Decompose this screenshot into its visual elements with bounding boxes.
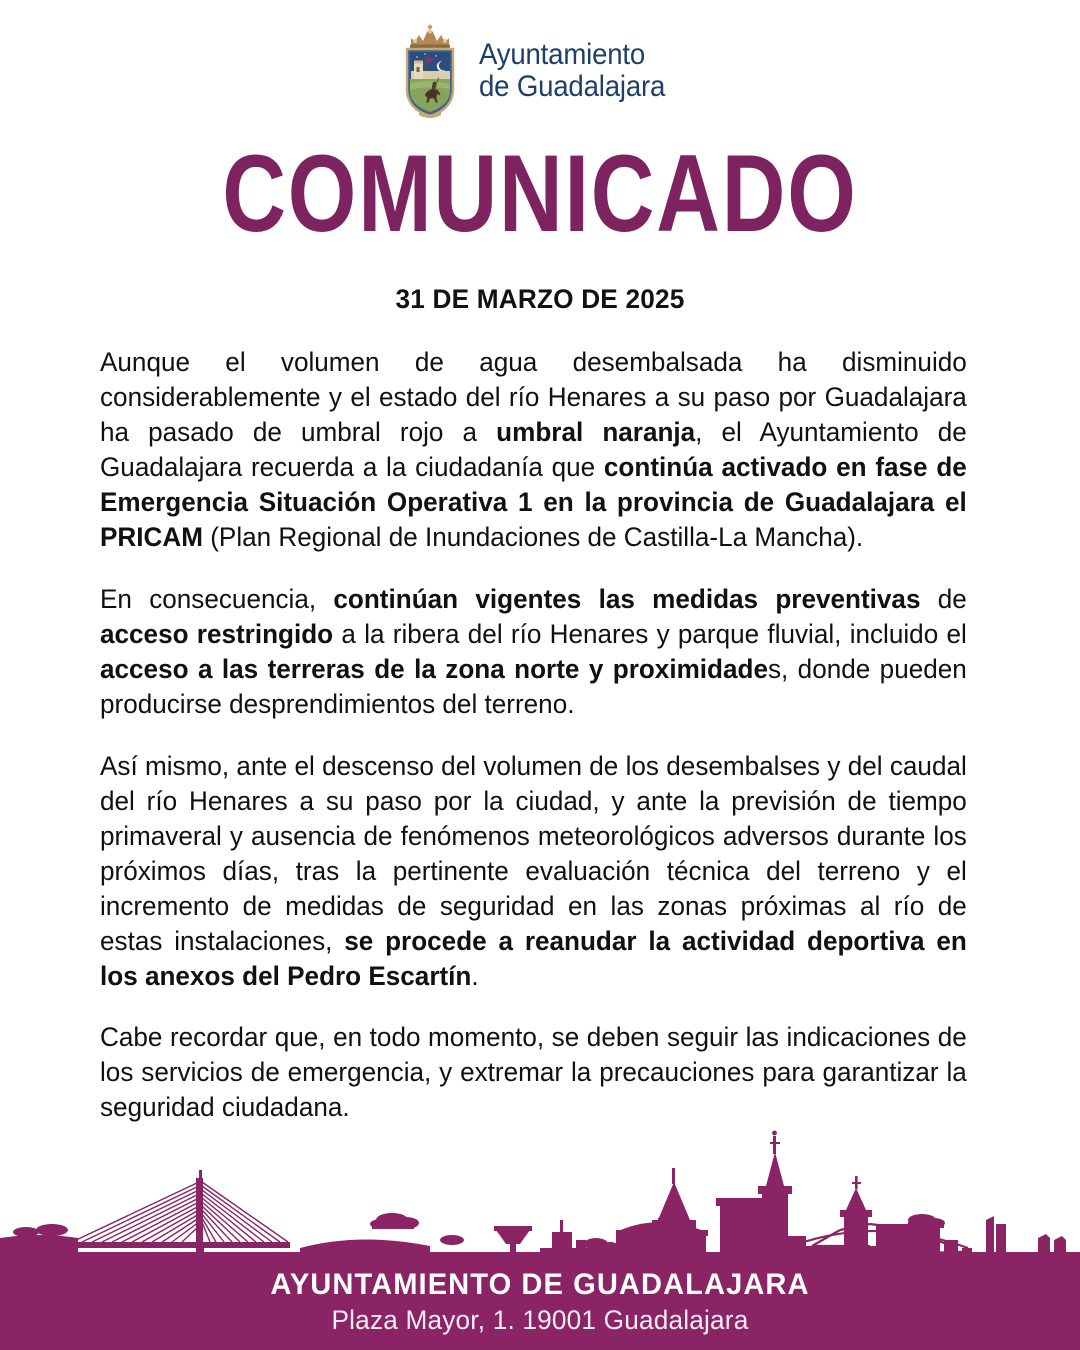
body-text: a la ribera del río Henares y parque fluvial, incluido el [333, 618, 967, 649]
paragraph-3 [100, 749, 967, 994]
footer-address: Plaza Mayor, 1. 19001 Guadalajara [331, 1305, 749, 1335]
body-text: Aunque el volumen de agua desembalsada ha disminuido considerablemente y el estado del río Henares a su paso por Guadalajara ha pasado de umbral rojo a [100, 347, 967, 447]
emphasis-text: acceso restringido [100, 618, 334, 649]
emphasis-text: continúan vigentes las medidas preventivas [333, 583, 921, 614]
communique-date: 31 DE MARZO DE 2025 [395, 284, 685, 314]
body-text: s, donde pueden producirse desprendimientos del terreno. [100, 653, 967, 719]
logo-line-1: Ayuntamiento [478, 38, 645, 72]
page-title: COMUNICADO [222, 131, 858, 255]
logo-wordmark [479, 39, 681, 103]
logo-line-2: de Guadalajara [478, 70, 665, 103]
emphasis-text: umbral naranja [496, 416, 696, 447]
body-text: Así mismo, ante el descenso del volumen de los desembalses y del caudal del río Henares a su paso por la ciudad, y ante la previsión de tiempo primaveral y ausencia de fenómenos meteorológicos adversos durante los próximos días, tras la pertinente evaluación técnica del terreno y el incremento de medidas de seguridad en las zonas próximas al río de estas instalaciones, [100, 750, 967, 956]
emphasis-text: se procede a reanudar la actividad deportiva en los anexos del Pedro Escartín [100, 925, 967, 991]
body-text: , el Ayuntamiento de Guadalajara recuerda a la ciudadanía que [100, 416, 967, 482]
emphasis-text: continúa activado en fase de Emergencia Situación Operativa 1 en la provincia de Guadalajara el PRICAM [100, 451, 967, 552]
body-text: En consecuencia, [100, 583, 334, 614]
body-text: (Plan Regional de Inundaciones de Castilla-La Mancha). [202, 521, 864, 552]
footer-text [0, 1268, 1080, 1336]
header [0, 0, 1080, 110]
emphasis-text: acceso a las terreras de la zona norte y proximidade [100, 653, 768, 684]
body-text: Cabe recordar que, en todo momento, se deben seguir las indicaciones de los servicios de emergencia, y extremar la precauciones para garantizar la seguridad ciudadana. [100, 1022, 967, 1123]
body-text: . [471, 960, 479, 991]
paragraph-1 [100, 345, 967, 555]
body-copy [100, 345, 980, 1125]
paragraph-2 [100, 582, 967, 722]
paragraph-4 [100, 1020, 967, 1125]
guadalajara-coat-of-arms-icon [399, 23, 461, 119]
footer-organization: AYUNTAMIENTO DE GUADALAJARA [270, 1268, 810, 1301]
footer [0, 1120, 1080, 1350]
body-text: de [920, 583, 967, 614]
